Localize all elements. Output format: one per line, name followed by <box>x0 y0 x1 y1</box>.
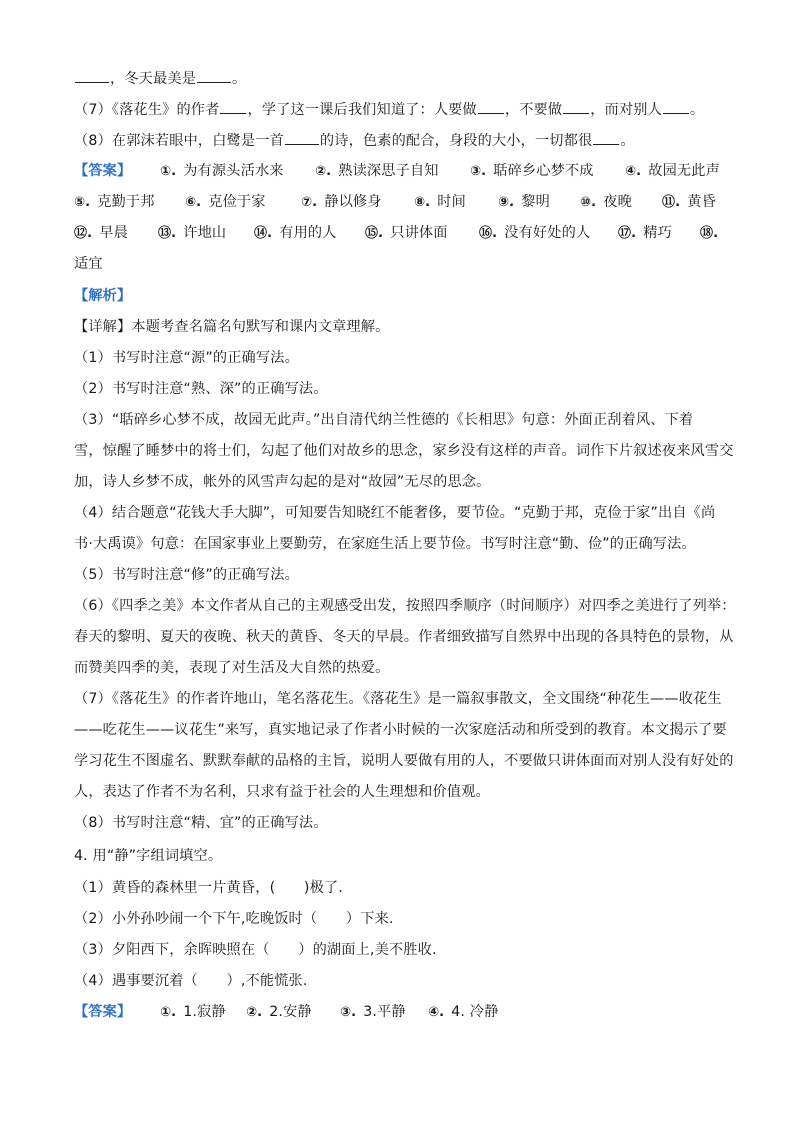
analysis-line: 书·大禹谟》句意：在国家事业上要勤劳，在家庭生活上要节俭。书写时注意“勤、俭”的正确写法。 <box>74 536 696 552</box>
question-4-title: 4. 用“静”字组词填空。 <box>74 848 223 864</box>
analysis-line: 春天的黎明、夏天的夜晚、秋天的黄昏、冬天的早晨。作者细致描写自然界中出现的各具特色的景物，从 <box>74 629 734 645</box>
question-4-item: （2）小外孙吵闹一个下午,吃晚饭时（ ）下来. <box>74 911 394 927</box>
question-6-end: ，冬天最美是 。 <box>74 68 246 89</box>
fill-blank <box>75 68 109 83</box>
fill-blank <box>593 130 619 145</box>
answer-item: ⑯. 没有好处的人 <box>479 225 591 241</box>
answer-item: ⑤. 克勤于邦 <box>74 194 155 210</box>
analysis-line: （3）“聒碎乡心梦不成，故园无此声。”出自清代纳兰性德的《长相思》句意：外面正刮着风、下着 <box>74 412 694 428</box>
analysis-line: 学习花生不图虚名、默默奉献的品格的主旨，说明人要做有用的人，不要做只讲体面而对别人没有好处的 <box>74 753 734 769</box>
answer-tail: 适宜 <box>74 256 103 272</box>
analysis-line: （8）书写时注意“精、宜”的正确写法。 <box>74 815 328 831</box>
answer-item: ⑪. 黄昏 <box>662 194 716 210</box>
answer-item: ⑫. 早晨 <box>74 225 128 241</box>
analysis-line: ——吃花生——议花生”来写，真实地记录了作者小时候的一次家庭活动和所受到的教育。本文揭示了要 <box>74 722 727 738</box>
answer-tag: 【答案】 <box>74 163 132 179</box>
answer-item: ①. 为有源头活水来 <box>160 163 284 179</box>
analysis-line: （1）书写时注意“源”的正确写法。 <box>74 350 299 366</box>
answer-item: ⑨. 黎明 <box>498 194 550 210</box>
fill-blank <box>197 68 231 83</box>
answer-item: ⑰. 精巧 <box>618 225 672 241</box>
fill-blank <box>663 99 689 114</box>
answer-row-1 <box>74 161 734 181</box>
analysis-line: 雪，惊醒了睡梦中的将士们，勾起了他们对故乡的思念，家乡没有这样的声音。词作下片叙述夜来风雪交 <box>74 443 734 459</box>
answer-item: ④. 故园无此声 <box>625 163 720 179</box>
answer-item: ③. 3.平静 <box>340 1004 406 1020</box>
question-4-item: （1）黄昏的森林里一片黄昏，( )极了. <box>74 880 343 896</box>
answer-item: ⑬. 许地山 <box>158 225 227 241</box>
question-4-item: （4）遇事要沉着（ ）,不能慌张. <box>74 973 308 989</box>
answer-item: ②. 2.安静 <box>246 1004 312 1020</box>
analysis-tag: 【解析】 <box>74 288 132 304</box>
answer-row-2 <box>74 192 734 212</box>
answer-item: ⑧. 时间 <box>414 194 466 210</box>
answer-row-q4 <box>74 1002 734 1022</box>
answer-item: ⑱. <box>700 226 719 241</box>
analysis-line: （4）结合题意“花钱大手大脚”，可知要告知晓红不能奢侈，要节俭。“克勤于邦，克俭于家”出自《尚 <box>74 505 716 521</box>
analysis-line: 而赞美四季的美，表现了对生活及大自然的热爱。 <box>74 660 390 676</box>
analysis-line: 加，诗人乡梦不成，帐外的风雪声勾起的是对“故园”无尽的思念。 <box>74 474 491 490</box>
fill-blank <box>478 99 504 114</box>
answer-row-3 <box>74 223 734 243</box>
fill-blank <box>220 99 246 114</box>
question-7: （7）《落花生》的作者 ，学了这一课后我们知道了：人要做 ，不要做 ，而对别人 。 <box>74 99 704 120</box>
fill-blank <box>285 130 319 145</box>
analysis-line: 【详解】本题考查名篇名句默写和课内文章理解。 <box>74 319 390 335</box>
answer-item: ⑦. 静以修身 <box>301 194 382 210</box>
answer-item: ③. 聒碎乡心梦不成 <box>470 163 594 179</box>
answer-item: ⑮. 只讲体面 <box>365 225 448 241</box>
answer-tag: 【答案】 <box>74 1004 132 1020</box>
answer-item: ②. 熟读深思子自知 <box>315 163 439 179</box>
question-8: （8）在郭沫若眼中，白鹭是一首 的诗，色素的配合，身段的大小，一切都很 。 <box>74 130 635 151</box>
analysis-line: （5）书写时注意“修”的正确写法。 <box>74 567 299 583</box>
question-4-item: （3）夕阳西下，余晖映照在（ ）的湖面上,美不胜收. <box>74 942 437 958</box>
analysis-line: 人，表达了作者不为名利，只求有益于社会的人生理想和价值观。 <box>74 784 490 800</box>
analysis-line: （6）《四季之美》本文作者从自己的主观感受出发，按照四季顺序（时间顺序）对四季之美进行了列举： <box>74 598 736 614</box>
fill-blank <box>563 99 589 114</box>
answer-item: ④. 4. 冷静 <box>428 1004 499 1020</box>
answer-item: ⑥. 克俭于家 <box>185 194 266 210</box>
answer-item: ⑭. 有用的人 <box>254 225 337 241</box>
analysis-line: （7）《落花生》的作者许地山，笔名落花生。《落花生》是一篇叙事散文，全文围绕“种花生——收花生 <box>74 691 722 707</box>
answer-item: ①. 1.寂静 <box>160 1004 226 1020</box>
analysis-line: （2）书写时注意“熟、深”的正确写法。 <box>74 381 328 397</box>
answer-item: ⑩. 夜晚 <box>580 194 632 210</box>
